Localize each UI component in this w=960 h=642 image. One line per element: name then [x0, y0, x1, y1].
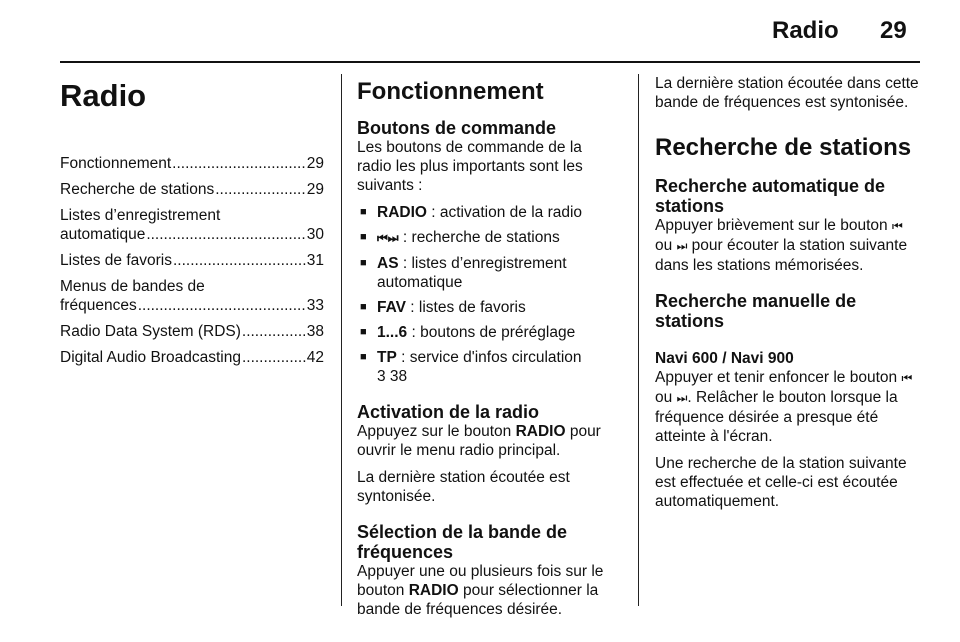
- bullet-text: : recherche de stations: [398, 229, 560, 246]
- key-label: RADIO: [515, 423, 566, 440]
- subheading-activation: Activation de la radio: [357, 402, 540, 422]
- paragraph: [357, 422, 619, 460]
- column-divider-1: [341, 74, 342, 606]
- key-label: FAV: [377, 299, 406, 316]
- key-label: 1...6: [377, 324, 408, 341]
- toc-leader: [172, 154, 306, 173]
- text-run: ou: [655, 237, 677, 254]
- toc-leader: [215, 180, 306, 199]
- key-label: RADIO: [377, 204, 427, 221]
- toc-leader: [146, 225, 305, 244]
- text-run: Appuyer et tenir enfoncer le bouton: [655, 369, 902, 386]
- seek-forward-icon: ⏭: [676, 239, 688, 253]
- column-divider-2: [638, 74, 639, 606]
- list-item: [357, 228, 619, 248]
- bullet-text: : listes d’enregistrement automatique: [377, 255, 567, 291]
- text-run: pour écouter la station suivante dans les stations mémorisées.: [655, 237, 908, 274]
- section-heading-recherche: Recherche de stations: [655, 134, 912, 161]
- paragraph: [655, 368, 923, 446]
- toc-label: Fonctionnement: [60, 155, 172, 172]
- text-run: . Relâcher le bouton lorsque la fréquence désirée a presque été atteinte à l'écran.: [655, 389, 898, 445]
- seek-buttons-icon: ⏮⏭: [377, 231, 399, 245]
- toc-page: 42: [306, 349, 324, 366]
- bullet-text: : listes de favoris: [406, 299, 526, 316]
- subheading-boutons: Boutons de commande: [357, 118, 557, 138]
- toc-entry[interactable]: [60, 322, 324, 341]
- bullet-square-icon: ■: [360, 257, 367, 269]
- right-column: [655, 74, 923, 519]
- page-reference-link[interactable]: 3 38: [377, 368, 408, 385]
- key-label: AS: [377, 255, 399, 272]
- table-of-contents: [60, 154, 324, 367]
- toc-entry[interactable]: [60, 348, 324, 367]
- list-item: [357, 323, 619, 342]
- key-label: TP: [377, 349, 397, 366]
- text-run: pour sélectionner la bande de fréquences désirée.: [357, 582, 599, 618]
- toc-leader: [242, 322, 306, 341]
- bullet-square-icon: ■: [360, 326, 367, 338]
- list-item: [357, 254, 619, 292]
- bullet-square-icon: ■: [360, 301, 367, 313]
- toc-page: 30: [306, 226, 324, 243]
- subheading-recherche-manuelle: Recherche manuelle de stations: [655, 291, 857, 331]
- toc-label: fréquences: [60, 297, 137, 314]
- seek-forward-icon: ⏭: [676, 391, 688, 405]
- toc-column: [60, 74, 324, 374]
- text-run: Appuyez sur le bouton: [357, 423, 516, 440]
- toc-entry[interactable]: [60, 251, 324, 270]
- paragraph: Les boutons de commande de la radio les plus importants sont les suivants :: [357, 139, 583, 194]
- list-item: [357, 298, 619, 317]
- toc-page: 29: [306, 155, 324, 172]
- text-run: Appuyer une ou plusieurs fois sur le bouton: [357, 563, 604, 599]
- toc-entry[interactable]: [60, 180, 324, 199]
- subheading-recherche-auto: Recherche automatique de stations: [655, 176, 886, 216]
- toc-page: 38: [306, 323, 324, 340]
- model-subheading: Navi 600 / Navi 900: [655, 350, 794, 367]
- paragraph: [655, 216, 923, 275]
- paragraph: La dernière station écoutée est syntonisée.: [357, 469, 570, 505]
- list-item: [357, 203, 619, 222]
- section-heading-fonctionnement: Fonctionnement: [357, 78, 544, 105]
- toc-label: Digital Audio Broadcasting: [60, 349, 241, 366]
- toc-label-line1: Menus de bandes de: [60, 278, 205, 295]
- seek-back-icon: ⏮: [901, 371, 913, 385]
- toc-entry[interactable]: [60, 277, 324, 315]
- toc-page: 33: [306, 297, 324, 314]
- header-divider: [60, 61, 920, 63]
- page-number: 29: [880, 17, 907, 44]
- paragraph: Une recherche de la station suivante est effectuée et celle-ci est écoutée automatiquement.: [655, 455, 907, 510]
- toc-label: Radio Data System (RDS): [60, 323, 241, 340]
- toc-label: Listes de favoris: [60, 252, 172, 269]
- bullet-text: : service d'infos circulation: [396, 349, 582, 366]
- toc-label-line1: Listes d’enregistrement: [60, 207, 221, 224]
- key-label: RADIO: [408, 582, 459, 599]
- paragraph: La dernière station écoutée dans cette bande de fréquences est syntonisée.: [655, 75, 919, 111]
- list-item: [357, 348, 619, 386]
- text-run: ou: [655, 389, 677, 406]
- middle-column: [357, 74, 619, 627]
- toc-leader: [173, 251, 306, 270]
- toc-leader: [242, 348, 306, 367]
- chapter-title: Radio: [60, 78, 147, 113]
- page-header-title: Radio: [772, 17, 839, 44]
- toc-label: automatique: [60, 226, 146, 243]
- bullet-square-icon: ■: [360, 351, 367, 363]
- text-run: Appuyer brièvement sur le bouton: [655, 217, 892, 234]
- toc-entry[interactable]: [60, 206, 324, 244]
- paragraph: [357, 562, 619, 619]
- seek-back-icon: ⏮: [891, 219, 903, 233]
- bullet-text: : activation de la radio: [426, 204, 583, 221]
- text-run: pour ouvrir le menu radio principal.: [357, 423, 601, 459]
- toc-label: Recherche de stations: [60, 181, 215, 198]
- toc-leader: [138, 296, 306, 315]
- bullet-square-icon: ■: [360, 231, 367, 243]
- bullet-text: : boutons de préréglage: [407, 324, 576, 341]
- toc-page: 31: [306, 252, 324, 269]
- subheading-selection-bande: Sélection de la bande de fréquences: [357, 522, 568, 562]
- toc-page: 29: [306, 181, 324, 198]
- toc-entry[interactable]: [60, 154, 324, 173]
- bullet-square-icon: ■: [360, 206, 367, 218]
